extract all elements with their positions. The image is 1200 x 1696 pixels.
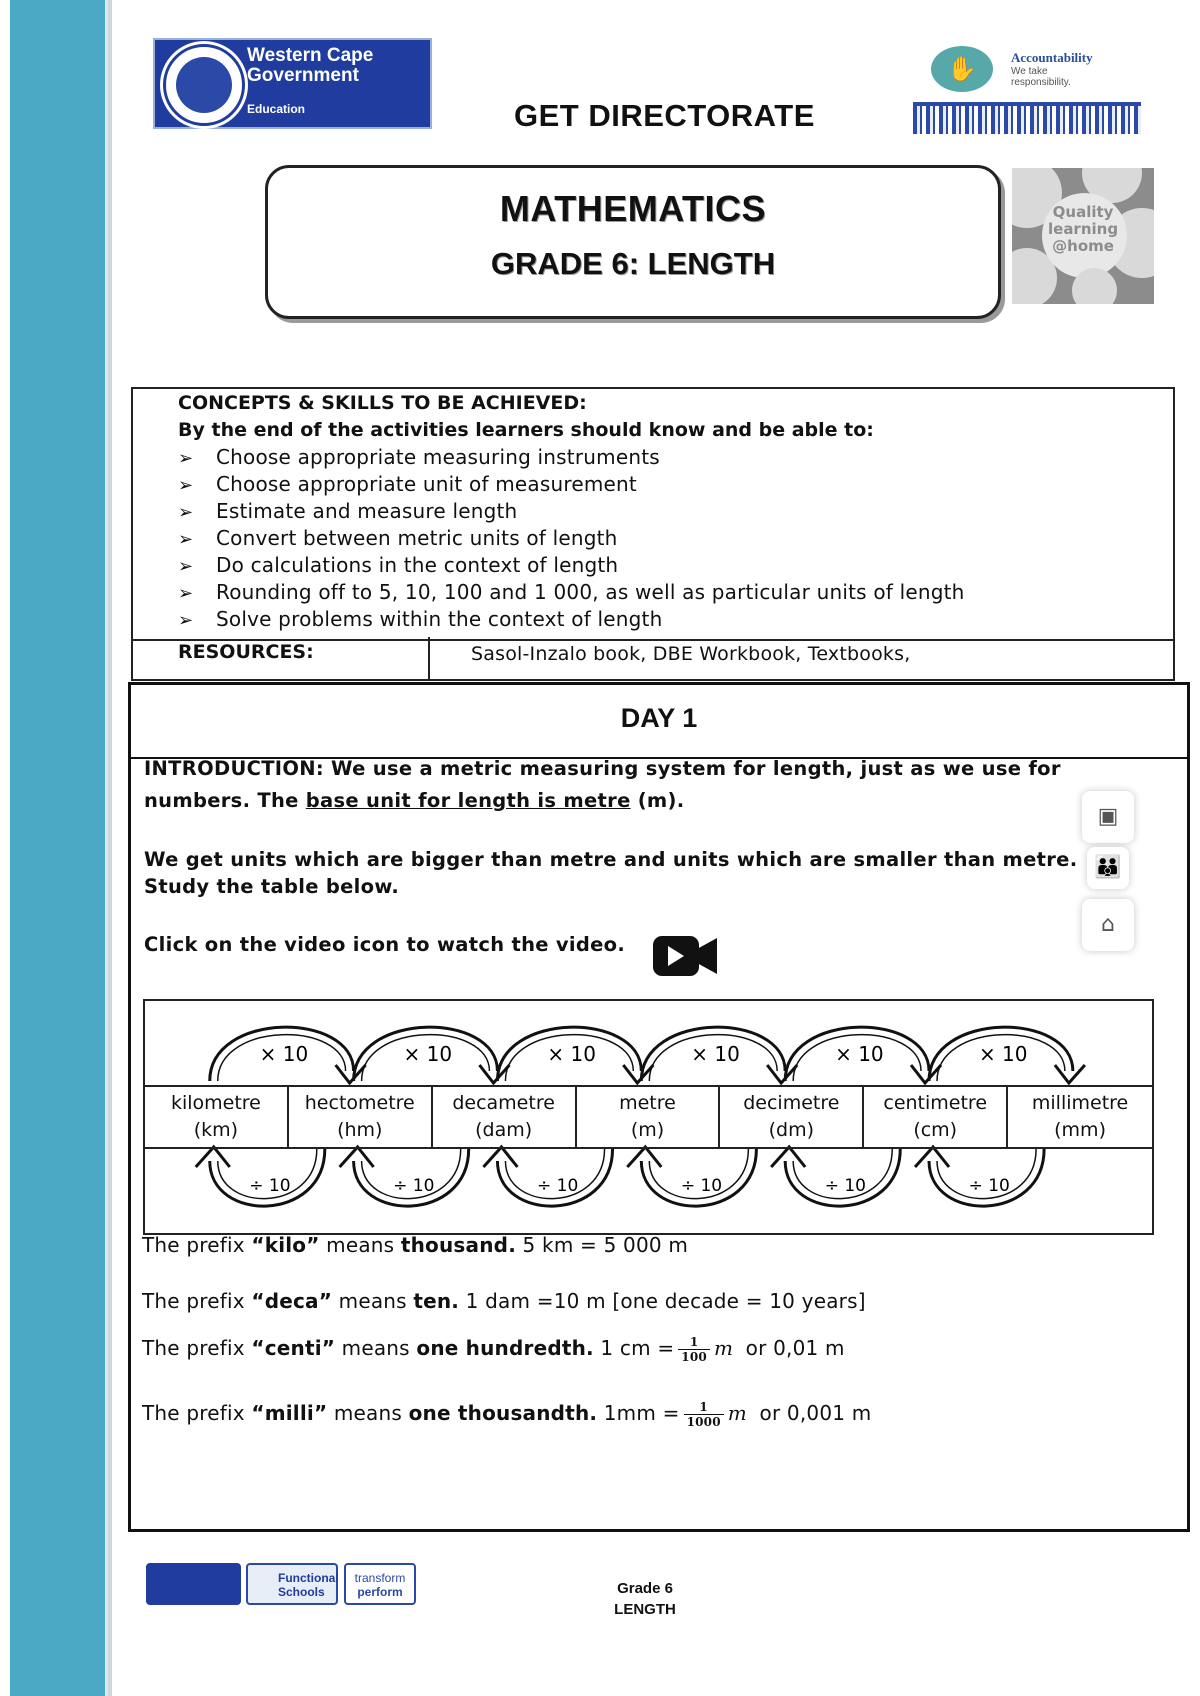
video-prompt: Click on the video icon to watch the video. <box>144 933 626 956</box>
subject-title: MATHEMATICS <box>499 188 767 229</box>
arrow-bullet-icon: ➢ <box>178 502 194 523</box>
side-bar-rule <box>108 0 112 1696</box>
concept-item: ➢ Solve problems within the context of length <box>178 607 663 631</box>
title-box <box>265 165 1001 319</box>
concepts-box <box>131 387 1175 641</box>
side-bar <box>10 0 108 1696</box>
accountability-title: Accountability <box>1011 50 1093 65</box>
divide-label: ÷ 10 <box>824 1176 866 1196</box>
intro-line-2: numbers. The base unit for length is metre (m). <box>144 789 685 812</box>
family-icon[interactable]: 👪 <box>1087 847 1129 889</box>
quality-learning-badge <box>1012 168 1154 304</box>
divide-label: ÷ 10 <box>968 1176 1010 1196</box>
wcg-sub: Education <box>247 102 306 116</box>
home-icon[interactable]: ⌂ <box>1082 899 1134 951</box>
arrowhead-down-icon <box>1055 1065 1085 1083</box>
resources-label: RESOURCES: <box>178 641 314 663</box>
footer-grade: Grade 6 <box>617 1580 673 1597</box>
arrow-bullet-icon: ➢ <box>178 448 194 469</box>
concept-item: ➢ Rounding off to 5, 10, 100 and 1 000, as well as particular units of length <box>178 580 965 604</box>
day-box <box>128 682 1190 1532</box>
topic-title: GRADE 6: LENGTH <box>490 246 776 281</box>
wcg-logo <box>153 38 432 129</box>
prefix-centi: The prefix “centi” means one hundredth. 1 cm = $\frac{1}{100}$ m or 0,01 m <box>142 1335 845 1364</box>
unit-cell: decimetre (dm) <box>720 1087 864 1147</box>
concepts-heading: CONCEPTS & SKILLS TO BE ACHIEVED: <box>178 392 587 414</box>
arrow-bullet-icon: ➢ <box>178 556 194 577</box>
unit-cell: centimetre (cm) <box>864 1087 1008 1147</box>
arrowhead-up-icon <box>483 1147 517 1167</box>
divide-label: ÷ 10 <box>393 1176 435 1196</box>
footer-functional-schools-logo: Functional Schools <box>246 1563 338 1605</box>
quality-text: Quality learning @home <box>1048 203 1119 255</box>
concept-item: ➢ Choose appropriate unit of measurement <box>178 472 637 496</box>
footer-transform-perform-logo: transform perform <box>344 1563 416 1605</box>
concepts-subheading: By the end of the activities learners should know and be able to: <box>178 419 874 441</box>
intro-line-4: Study the table below. <box>144 875 400 898</box>
conversion-table <box>143 999 1154 1235</box>
arrow-bullet-icon: ➢ <box>178 610 194 631</box>
accountability-tagline: We take responsibility. <box>1011 66 1071 88</box>
footer-text <box>600 1578 690 1620</box>
multiply-label: × 10 <box>691 1042 740 1066</box>
multiply-label: × 10 <box>978 1042 1028 1066</box>
divide-label: ÷ 10 <box>536 1176 579 1196</box>
divide-label: ÷ 10 <box>249 1176 291 1196</box>
unit-cell: millimetre (mm) <box>1031 1092 1129 1141</box>
concept-item: ➢ Estimate and measure length <box>178 499 518 523</box>
accountability-logo <box>913 44 1143 132</box>
arrow-bullet-icon: ➢ <box>178 583 194 604</box>
day-title-row <box>131 685 1187 759</box>
wcg-name: Western Cape Government <box>247 45 374 86</box>
prefix-kilo: The prefix “kilo” means thousand. 5 km = 5 000 m <box>142 1233 689 1257</box>
resources-row <box>131 637 1175 681</box>
concept-item: ➢ Convert between metric units of length <box>178 526 618 550</box>
presenter-icon[interactable]: ▣ <box>1082 791 1134 843</box>
footer-wcg-logo <box>146 1563 241 1605</box>
arrowhead-up-icon <box>627 1147 661 1167</box>
footer-topic: LENGTH <box>614 1601 676 1618</box>
multiply-label: × 10 <box>259 1042 309 1066</box>
arrow-bullet-icon: ➢ <box>178 529 194 550</box>
day-title: DAY 1 <box>620 703 698 733</box>
fraction-centi: $\frac{1}{100}$ <box>678 1335 710 1364</box>
unit-cell: hectometre (hm) <box>289 1087 433 1147</box>
unit-cell: kilometre (km) <box>145 1087 289 1147</box>
resources-value: Sasol-Inzalo book, DBE Workbook, Textbooks, <box>471 643 911 665</box>
crest-icon <box>163 44 245 126</box>
prefix-deca: The prefix “deca” means ten. 1 dam =10 m [one decade = 10 years] <box>142 1289 866 1313</box>
unit-cell: metre (m) <box>577 1087 721 1147</box>
multiply-label: × 10 <box>547 1042 596 1066</box>
footer-logos <box>146 1563 416 1607</box>
video-camera-icon[interactable] <box>651 933 719 979</box>
concept-item: ➢ Do calculations in the context of length <box>178 553 619 577</box>
divide-label: ÷ 10 <box>680 1176 723 1196</box>
prefix-milli: The prefix “milli” means one thousandth. 1mm = $\frac{1}{1000}$ m or 0,001 m <box>142 1400 872 1429</box>
arrowhead-up-icon <box>196 1147 230 1167</box>
intro-line-3: We get units which are bigger than metre and units which are smaller than metre. <box>144 848 1078 871</box>
unit-cell: decametre (dam) <box>433 1087 577 1147</box>
hand-icon: ✋ <box>931 46 993 92</box>
units-row <box>145 1085 1152 1149</box>
multiply-label: × 10 <box>835 1042 884 1066</box>
multiply-label: × 10 <box>403 1042 453 1066</box>
intro-line-1: INTRODUCTION: We use a metric measuring system for length, just as we use for <box>144 757 1061 780</box>
concept-item: ➢ Choose appropriate measuring instruments <box>178 445 660 469</box>
directorate-heading: GET DIRECTORATE <box>514 98 815 133</box>
accountability-strip <box>913 102 1141 134</box>
arrowhead-up-icon <box>915 1147 949 1167</box>
arrow-bullet-icon: ➢ <box>178 475 194 496</box>
fraction-milli: $\frac{1}{1000}$ <box>684 1400 724 1429</box>
arrowhead-up-icon <box>771 1147 805 1167</box>
arrowhead-up-icon <box>340 1147 374 1167</box>
